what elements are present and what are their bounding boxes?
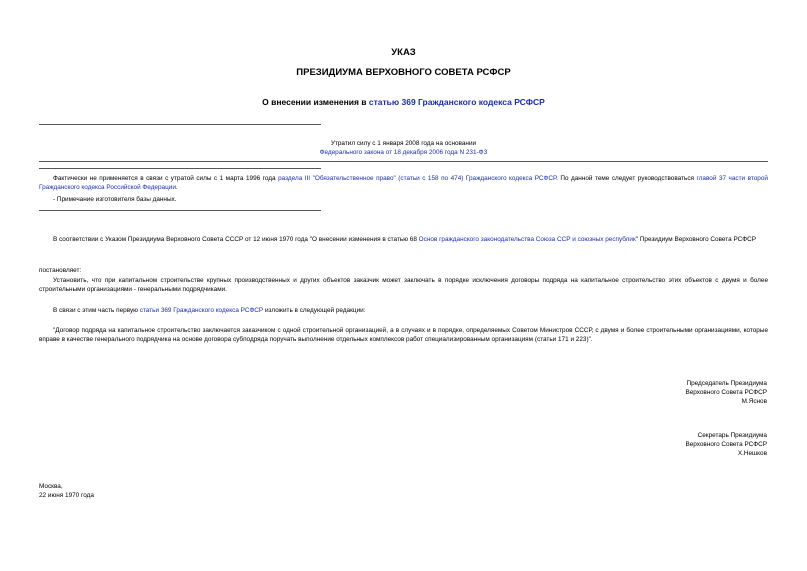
document-issuer: ПРЕЗИДИУМА ВЕРХОВНОГО СОВЕТА РСФСР: [296, 67, 511, 78]
amendment-text: изложить в следующей редакции:: [263, 307, 366, 314]
note-link-section[interactable]: раздела III "Обязательственное право" (статьи с 158 по 474) Гражданского кодекса РСФСР: [278, 175, 557, 182]
preamble-link[interactable]: Основ гражданского законодательства Союза ССР и союзных республик: [418, 236, 636, 243]
editor-note-source: [39, 195, 768, 204]
provision-text: [39, 276, 768, 294]
signature-role: Секретарь Президиума: [697, 432, 767, 439]
amendment-text: В связи с этим часть первую: [53, 307, 140, 314]
divider: [39, 161, 768, 162]
signature-block: [400, 379, 767, 406]
preamble-text: " Президиум Верховного Совета РСФСР: [635, 236, 756, 243]
resolves-label: постановляет:: [39, 267, 82, 274]
heading-link[interactable]: статью 369 Гражданского кодекса РСФСР: [368, 97, 545, 107]
place-date: [39, 482, 94, 500]
signature-org: Верховного Совета РСФСР: [685, 441, 767, 448]
signature-name: М.Яснов: [741, 398, 767, 405]
document-type: УКАЗ: [391, 47, 416, 58]
signature-org: Верховного Совета РСФСР: [685, 389, 767, 396]
date: 22 июня 1970 года: [39, 492, 94, 499]
signature-role: Председатель Президиума: [686, 380, 767, 387]
divider: [39, 124, 321, 125]
divider: [39, 168, 321, 169]
heading-text: О внесении изменения в: [262, 97, 369, 107]
preamble-text: В соответствии с Указом Президиума Верховного Совета СССР от 12 июня 1970 года "О внесении изменения в статью 68: [53, 236, 419, 243]
note-text: Фактически не применяется в связи с утратой силы с 1 марта 1996 года: [53, 175, 279, 182]
provision-body: Установить, что при капитальном строительстве крупных производственных и других объектов заказчик может заключать в порядке исключения договоры подряда на капитальное строительство этих объектов с двумя и более строительными организациями - генеральными подрядчиками.: [39, 277, 768, 293]
amendment-intro: [39, 306, 768, 315]
place: Москва,: [39, 483, 63, 490]
divider: [39, 210, 321, 211]
note-text: .: [175, 184, 178, 191]
amendment-quote-text: "Договор подряда на капитальное строительство заключается заказчиком с одной строительной организацией, а в случаях и в порядке, определяемых Советом Министров СССР, с двумя и более строительными организациями, которые вправе в качестве генерального подрядчика на основе договора субподряда поручать выполнение отдельных комплексов работ специализированным организациям (статьи 171 и 223)".: [39, 327, 768, 343]
note-text: . По данной теме следует руководствоваться: [556, 175, 697, 182]
note-link-chapter[interactable]: главой 37 части второй Гражданского кодекса Российской Федерации: [39, 175, 768, 191]
amendment-link[interactable]: статьи 369 Гражданского кодекса РСФСР: [139, 307, 264, 314]
amendment-quote: [39, 326, 768, 344]
preamble: [39, 235, 768, 244]
document-heading: [0, 97, 807, 107]
status-text: Утратил силу с 1 января 2008 года на основании: [330, 140, 477, 147]
note-source-text: - Примечание изготовителя базы данных.: [53, 196, 177, 203]
status-link[interactable]: Федерального закона от 18 декабря 2006 года N 231-ФЗ: [319, 149, 488, 156]
signature-block: [400, 431, 767, 458]
signature-name: Х.Нешков: [737, 450, 767, 457]
editor-note: [39, 174, 768, 192]
